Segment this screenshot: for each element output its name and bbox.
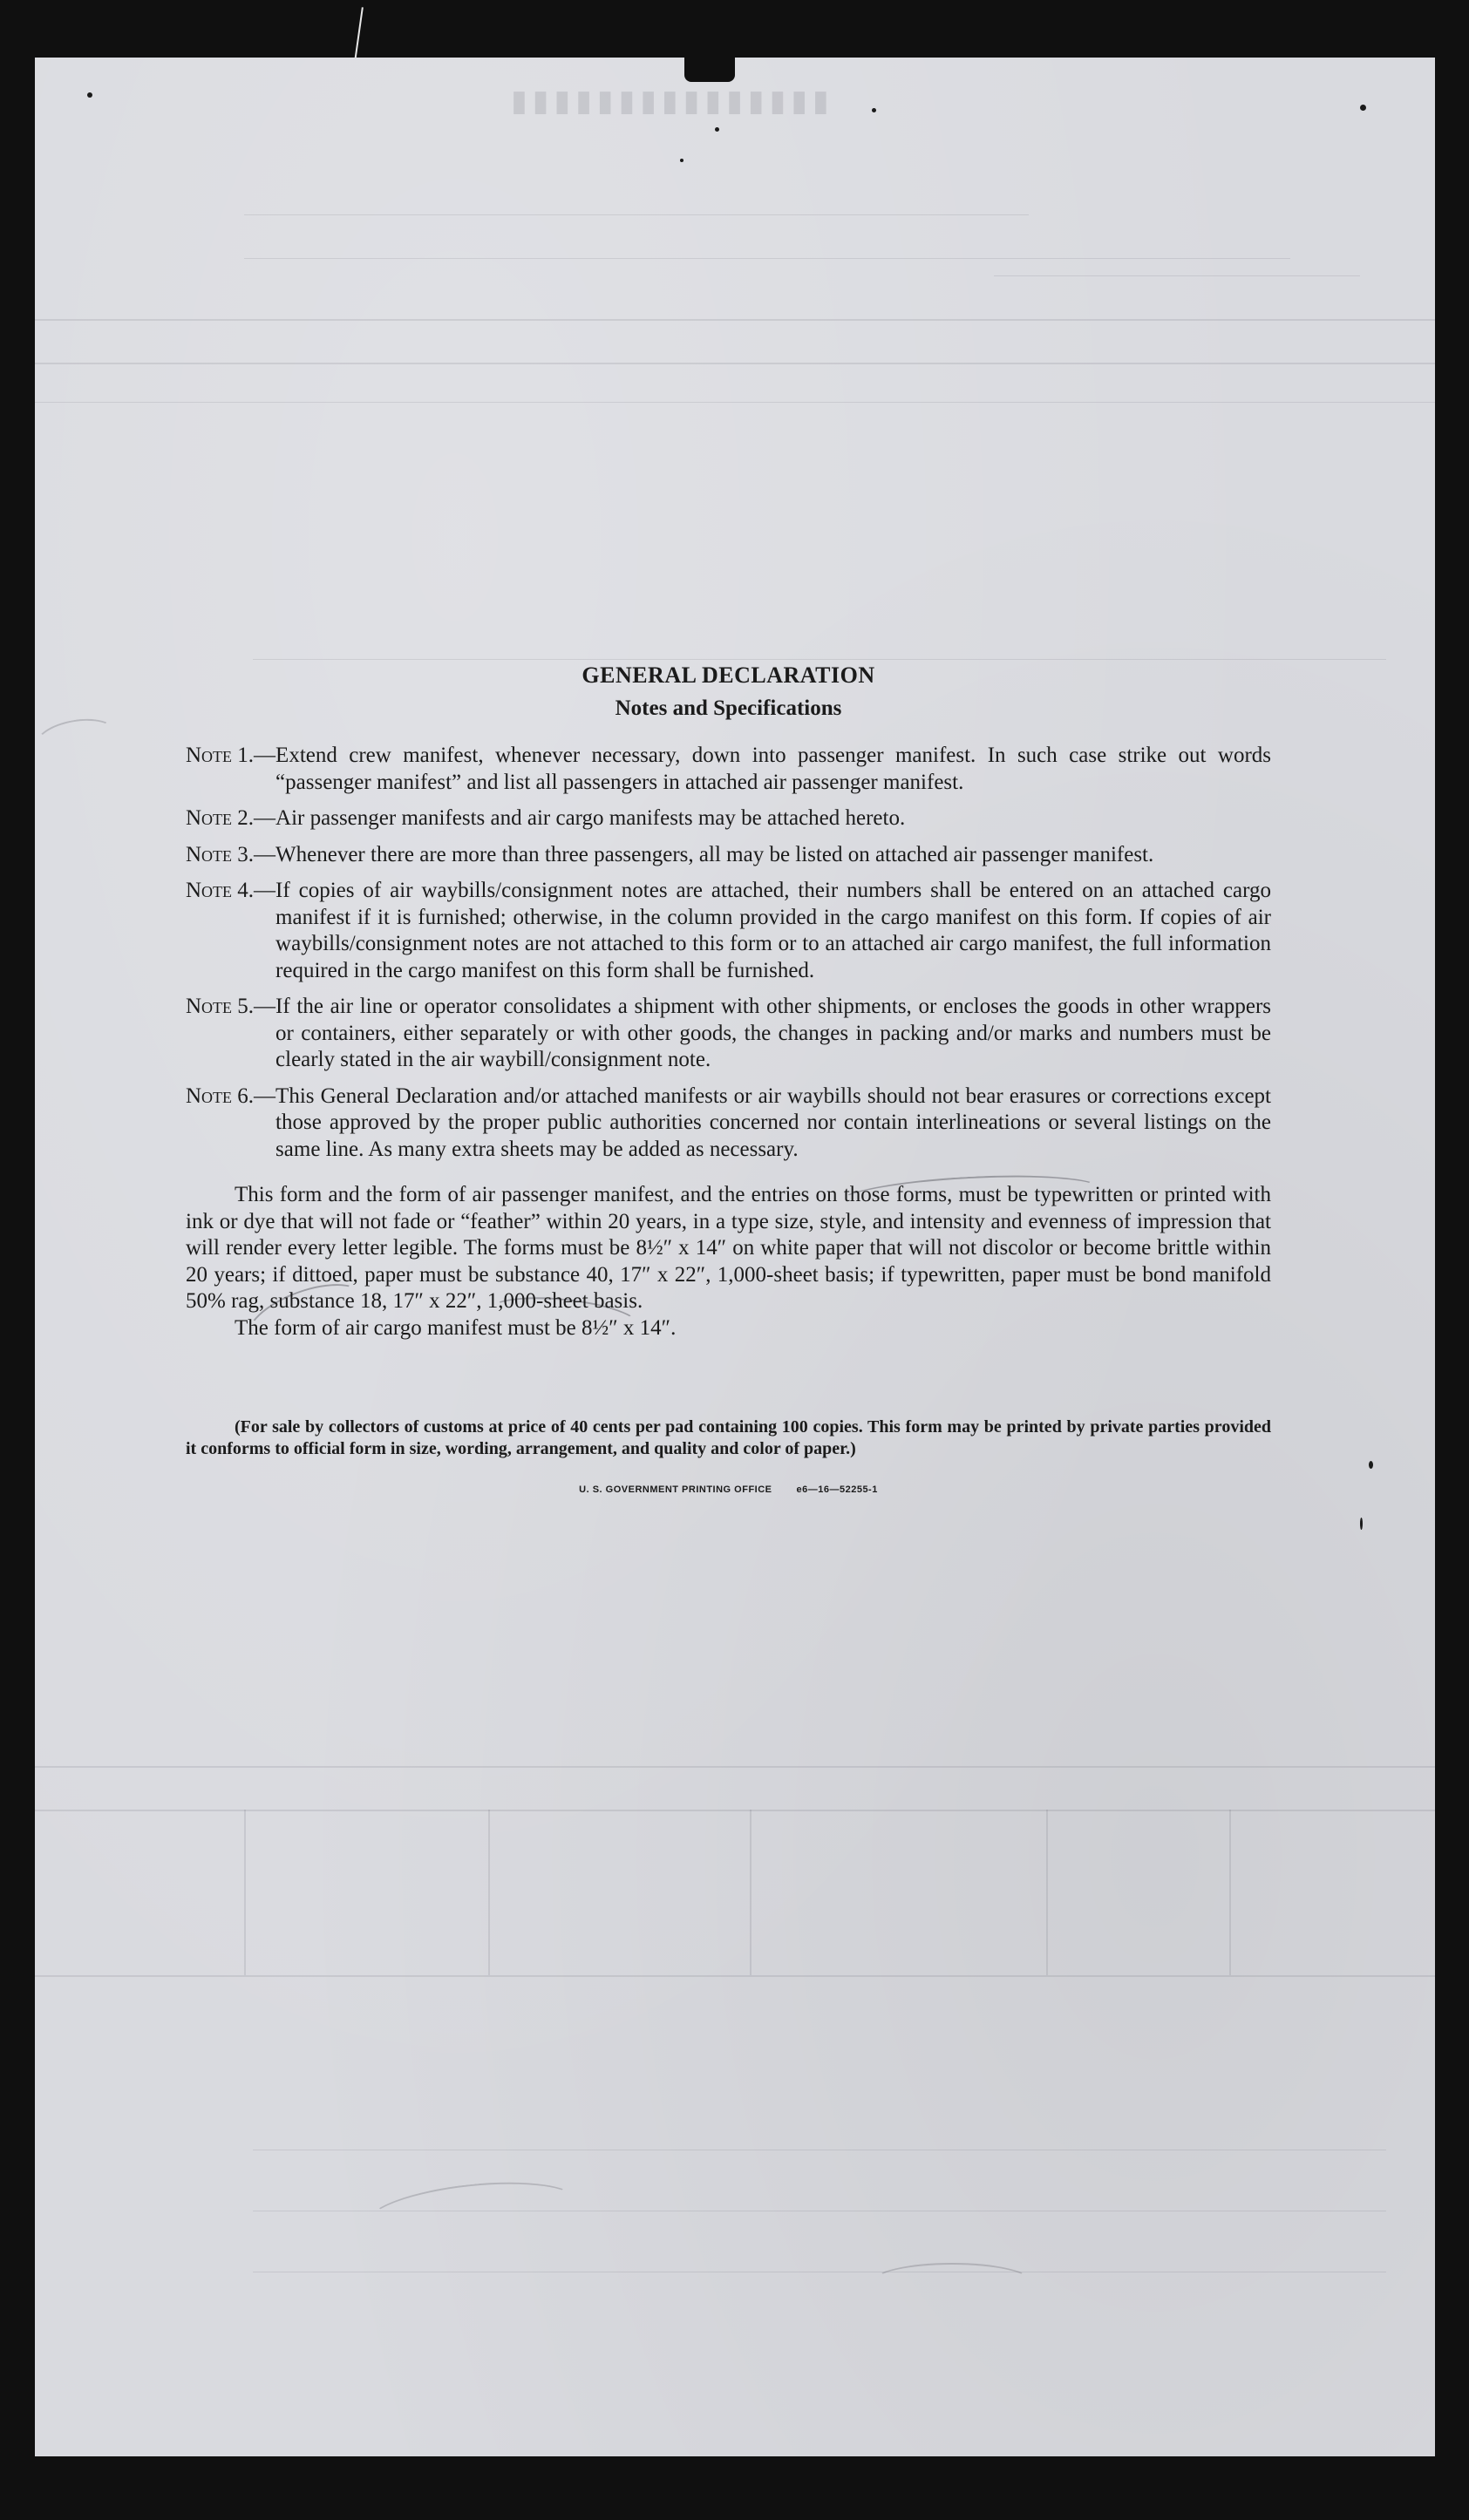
note-dash: — [254,879,276,902]
ghost-rule [994,275,1360,276]
scan-speck [1360,1518,1363,1530]
ghost-rule [488,1810,490,1975]
printing-office-line [186,1484,1271,1495]
note-dash: — [254,1083,276,1108]
note-label: Note 3. [186,842,255,866]
ghost-rule [244,214,1029,215]
ghost-heading: ▮▮▮▮▮▮▮▮▮▮▮▮▮▮▮ [506,84,829,119]
scan-speck [872,108,876,112]
note-dash: — [254,744,276,767]
scan-speck [87,92,92,98]
form-specification-paragraph: This form and the form of air passenger manifest, and the entries on those forms, must be typewritten or printed with ink or dye that will not fade or “feather” within 20 years, in a type size, style, and intensity and evenness of impression that will render every letter legible. The forms must be 8½″ x 14″ on white paper that will not discolor or become brittle within 20 years; if dittoed, paper must be substance 40, 17″ x 22″, 1,000-sheet basis; if typewritten, paper must be bond manifold 50% rag, substance 18, 17″ x 22″, 1,000-sheet basis. [186,1183,1271,1313]
note-text: This General Declaration and/or attached manifests or air waybills should not bear erasures or corrections except those approved by the proper public authorities concerned nor contain interlineations or several listings on the same line. As many extra sheets may be added as necessary. [275,1083,1271,1161]
ghost-rule [35,363,1435,364]
note-6 [186,1083,1271,1164]
cargo-manifest-size: The form of air cargo manifest must be 8½″ x 14″. [235,1315,677,1340]
note-label: Note 2. [186,806,255,830]
scan-speck [1360,105,1366,111]
note-label: Note 5. [186,995,255,1018]
note-dash: — [254,995,276,1018]
note-3 [186,842,1271,869]
ghost-handwriting [32,713,119,765]
ghost-rule [35,402,1435,403]
note-dash: — [254,842,276,866]
note-label: Note 4. [186,879,255,902]
punch-notch [684,52,735,82]
note-text: Air passenger manifests and air cargo manifests may be attached hereto. [275,806,906,830]
scan-speck [715,127,719,132]
sale-note: (For sale by collectors of customs at price of 40 cents per pad containing 100 copies. This form may be printed by private parties provided it conforms to official form in size, wording, arrangement, and quality and color of paper.) [186,1417,1271,1458]
ghost-rule [750,1810,752,1975]
note-label: Note 1. [186,744,255,767]
ghost-rule [244,1810,246,1975]
note-label: Note 6. [186,1083,255,1108]
ghost-rule [1229,1810,1231,1975]
ghost-rule [1046,1810,1048,1975]
note-text: If the air line or operator consolidates a shipment with other shipments, or encloses the goods in other wrappers or containers, either separately or with other goods, the changes in packing and/or marks and numbers must be clearly stated in the air waybill/consignment note. [275,995,1271,1071]
document-title: GENERAL DECLARATION [581,662,875,688]
ghost-rule [35,1766,1435,1768]
declaration-notes [186,661,1271,1495]
printing-code: e6—16—52255-1 [796,1484,878,1495]
scan-speck [1369,1461,1373,1469]
note-4 [186,878,1271,984]
note-1 [186,743,1271,796]
note-text: Extend crew manifest, whenever necessary, down into passenger manifest. In such case strike out words “passenger manifest” and list all passengers in attached air passenger manifest. [275,744,1271,794]
note-dash: — [254,806,276,830]
ghost-handwriting [872,2263,1032,2301]
note-5 [186,994,1271,1074]
ghost-rule [244,258,1290,259]
note-text: Whenever there are more than three passengers, all may be listed on attached air passenger manifest. [275,842,1154,866]
ghost-rule [35,1975,1435,1977]
note-2 [186,805,1271,832]
scan-speck [680,159,683,162]
ghost-rule [35,319,1435,321]
ghost-handwriting [364,2173,581,2251]
printing-office: U. S. GOVERNMENT PRINTING OFFICE [579,1484,772,1495]
ghost-rule [253,659,1386,660]
document-subtitle: Notes and Specifications [615,696,842,720]
note-text: If copies of air waybills/consignment notes are attached, their numbers shall be entered on an attached cargo manifest if it is furnished; otherwise, in the column provided in the cargo manifest on this form. If copies of air waybills/consignment notes are not attached to this form or to an attached air cargo manifest, the full information required in the cargo manifest on this form shall be furnished. [275,879,1271,982]
